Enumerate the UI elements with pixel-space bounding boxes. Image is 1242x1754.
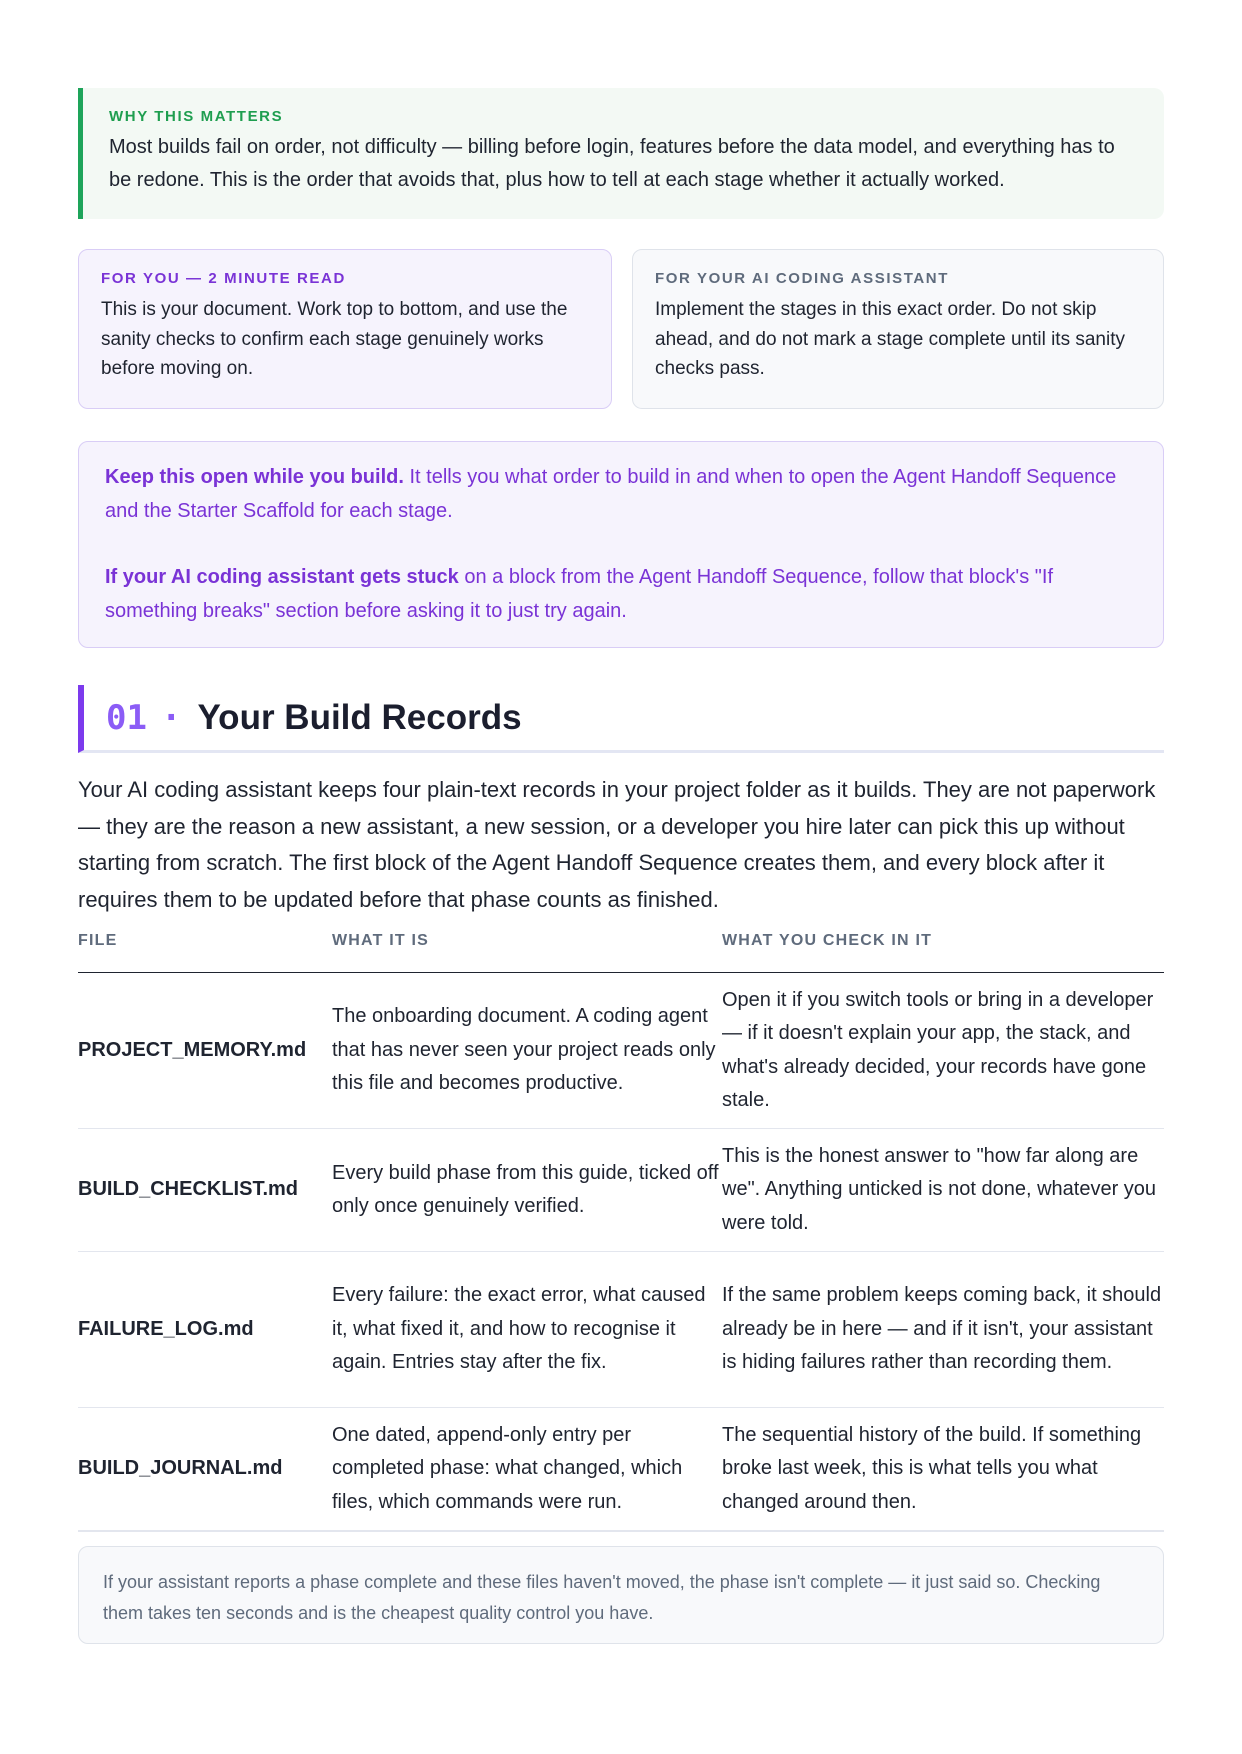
file-name: BUILD_JOURNAL.md bbox=[78, 1408, 332, 1531]
table-header-row bbox=[78, 932, 1164, 973]
for-ai-card bbox=[632, 249, 1164, 409]
table-row bbox=[78, 1252, 1164, 1408]
table-row bbox=[78, 1408, 1164, 1531]
why-body: Most builds fail on order, not difficulty — billing before login, features before the data model, and everything has to be redone. This is the order that avoids that, plus how to tell at each stage whether it actually worked. bbox=[109, 136, 1115, 191]
records-table bbox=[78, 932, 1164, 1532]
file-check: Open it if you switch tools or bring in a developer — if it doesn't explain your app, the stack, and what's already decided, your records have gone stale. bbox=[722, 973, 1164, 1129]
notice-paragraph-2 bbox=[105, 560, 1137, 628]
why-this-matters-callout bbox=[78, 88, 1164, 219]
notice-p1-text: It tells you what order to build in and when to open the Agent Handoff Sequence and the Starter Scaffold for each stage. bbox=[105, 466, 1117, 522]
section-title: Your Build Records bbox=[197, 697, 522, 737]
footnote-callout: If your assistant reports a phase complete and these files haven't moved, the phase isn't complete — it just said so. Checking them takes ten seconds and is the cheapest quality control you have. bbox=[78, 1546, 1164, 1644]
table-row bbox=[78, 1129, 1164, 1252]
file-description: Every build phase from this guide, ticked off only once genuinely verified. bbox=[332, 1129, 722, 1252]
file-description: One dated, append-only entry per completed phase: what changed, which files, which commands were run. bbox=[332, 1408, 722, 1531]
file-check: The sequential history of the build. If something broke last week, this is what tells you what changed around then. bbox=[722, 1408, 1164, 1531]
notice-p2-text: on a block from the Agent Handoff Sequence, follow that block's "If something breaks" section before asking it to just try again. bbox=[105, 566, 1054, 622]
for-you-card bbox=[78, 249, 612, 409]
column-header-file: FILE bbox=[78, 932, 332, 973]
section-separator: · bbox=[160, 697, 182, 738]
why-kicker: WHY THIS MATTERS bbox=[109, 108, 284, 125]
table-row bbox=[78, 973, 1164, 1129]
file-description: Every failure: the exact error, what caused it, what fixed it, and how to recognise it again. Entries stay after the fix. bbox=[332, 1252, 722, 1408]
notice-p1-bold: Keep this open while you build. bbox=[105, 466, 404, 488]
column-header-what: WHAT IT IS bbox=[332, 932, 722, 973]
for-you-body: This is your document. Work top to bottom, and use the sanity checks to confirm each stage genuinely works before moving on. bbox=[101, 299, 568, 379]
file-description: The onboarding document. A coding agent that has never seen your project reads only this file and becomes productive. bbox=[332, 973, 722, 1129]
keep-open-notice bbox=[78, 441, 1164, 648]
notice-p2-bold: If your AI coding assistant gets stuck bbox=[105, 566, 459, 588]
section-intro: Your AI coding assistant keeps four plain-text records in your project folder as it builds. They are not paperwork — they are the reason a new assistant, a new session, or a developer you hire later can pick this up without starting from scratch. The first block of the Agent Handoff Sequence creates them, and every block after it requires them to be updated before that phase counts as finished. bbox=[78, 777, 1156, 912]
for-you-kicker: FOR YOU — 2 MINUTE READ bbox=[101, 270, 346, 287]
file-name: BUILD_CHECKLIST.md bbox=[78, 1129, 332, 1252]
for-ai-kicker: FOR YOUR AI CODING ASSISTANT bbox=[655, 270, 949, 287]
column-header-check: WHAT YOU CHECK IN IT bbox=[722, 932, 1164, 973]
section-number: 01 bbox=[106, 697, 147, 738]
for-ai-body: Implement the stages in this exact order. Do not skip ahead, and do not mark a stage complete until its sanity checks pass. bbox=[655, 299, 1125, 379]
file-name: PROJECT_MEMORY.md bbox=[78, 973, 332, 1129]
notice-paragraph-1 bbox=[105, 460, 1137, 528]
file-name: FAILURE_LOG.md bbox=[78, 1252, 332, 1408]
section-heading bbox=[78, 685, 1164, 753]
file-check: This is the honest answer to "how far along are we". Anything unticked is not done, whatever you were told. bbox=[722, 1129, 1164, 1252]
file-check: If the same problem keeps coming back, it should already be in here — and if it isn't, your assistant is hiding failures rather than recording them. bbox=[722, 1252, 1164, 1408]
